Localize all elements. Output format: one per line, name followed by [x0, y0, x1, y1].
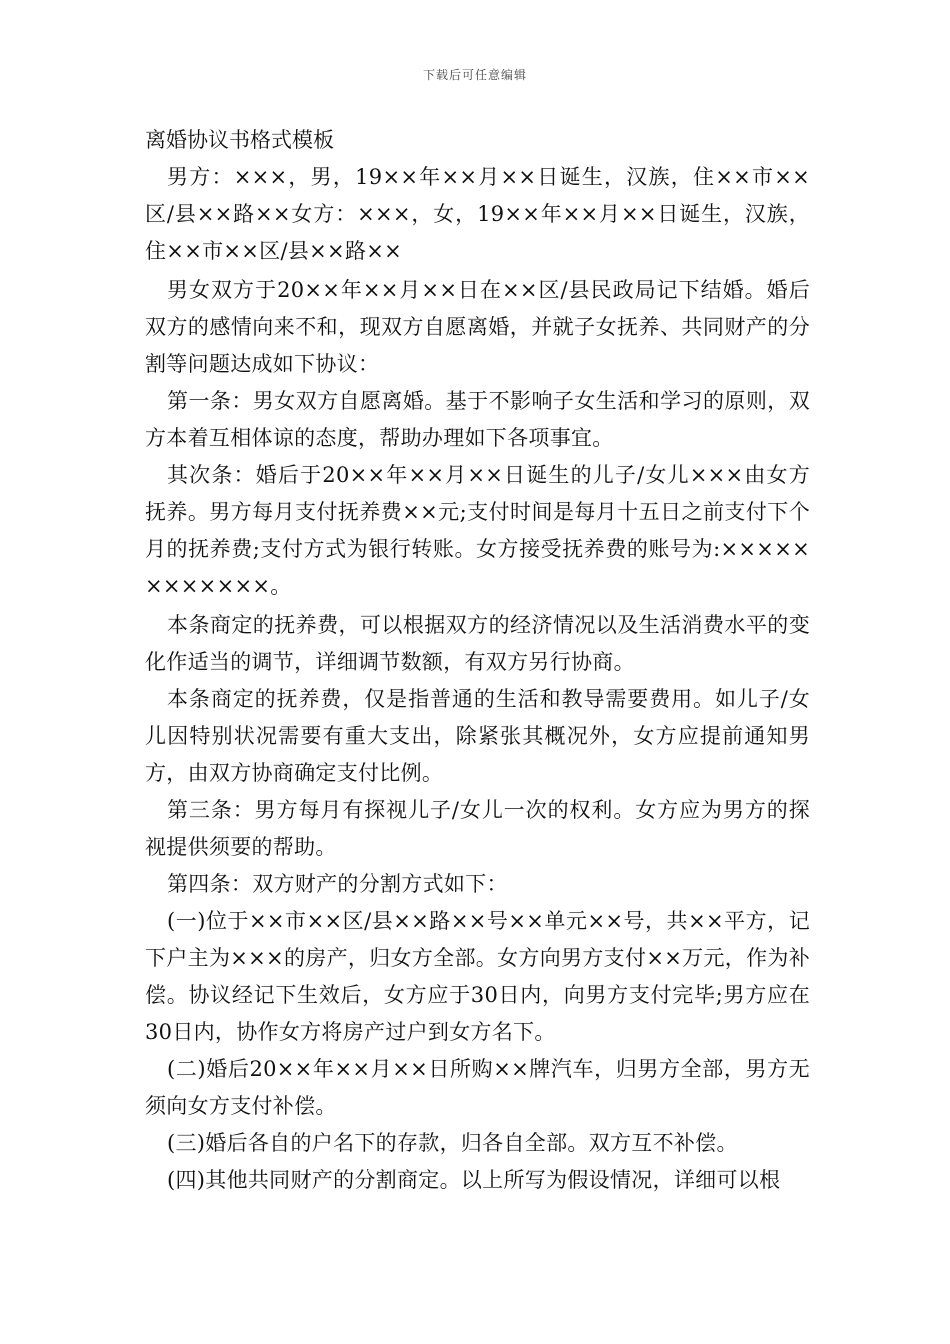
paragraph-property-car: (二)婚后20××年××月××日所购××牌汽车，归男方全部，男方无须向女方支付补偿。	[145, 1057, 810, 1118]
paragraph-marriage: 男女双方于20××年××月××日在××区/县民政局记下结婚。婚后双方的感情向来不和，现双方自愿离婚，并就子女抚养、共同财产的分割等问题达成如下协议：	[145, 278, 810, 376]
paragraph-property-deposit: (三)婚后各自的户名下的存款，归各自全部。双方互不补偿。	[167, 1131, 738, 1155]
document-title: 离婚协议书格式模板	[145, 128, 334, 152]
paragraph-article-2: 其次条：婚后于20××年××月××日诞生的儿子/女儿×××由女方抚养。男方每月支付抚养费××元;支付时间是每月十五日之前支付下个月的抚养费;支付方式为银行转账。女方接受抚养费的账号为:××××××××××××。	[145, 463, 810, 598]
paragraph-support-scope: 本条商定的抚养费，仅是指普通的生活和教导需要费用。如儿子/女儿因特别状况需要有重大支出，除紧张其概况外，女方应提前通知男方，由双方协商确定支付比例。	[145, 687, 810, 785]
paragraph-article-1: 第一条：男女双方自愿离婚。基于不影响子女生活和学习的原则，双方本着互相体谅的态度，帮助办理如下各项事宜。	[145, 389, 810, 450]
paragraph-article-3: 第三条：男方每月有探视儿子/女儿一次的权利。女方应为男方的探视提供须要的帮助。	[145, 798, 810, 859]
page-header-note: 下载后可任意编辑	[422, 68, 527, 82]
paragraph-property-other: (四)其他共同财产的分割商定。以上所写为假设情况，详细可以根	[167, 1168, 781, 1192]
paragraph-support-adjust: 本条商定的抚养费，可以根据双方的经济情况以及生活消费水平的变化作适当的调节，详细调节数额，有双方另行协商。	[145, 613, 810, 674]
document-body	[145, 122, 810, 1199]
paragraph-article-4: 第四条：双方财产的分割方式如下：	[167, 872, 508, 896]
paragraph-parties: 男方：×××，男，19××年××月××日诞生，汉族，住××市××区/县××路××女方：×××，女，19××年××月××日诞生，汉族，住××市××区/县××路××	[145, 165, 810, 263]
paragraph-property-house: (一)位于××市××区/县××路××号××单元××号，共××平方，记下户主为×××的房产，归女方全部。女方向男方支付××万元，作为补偿。协议经记下生效后，女方应于30日内，向男方支付完毕;男方应在30日内，协作女方将房产过户到女方名下。	[145, 909, 810, 1044]
